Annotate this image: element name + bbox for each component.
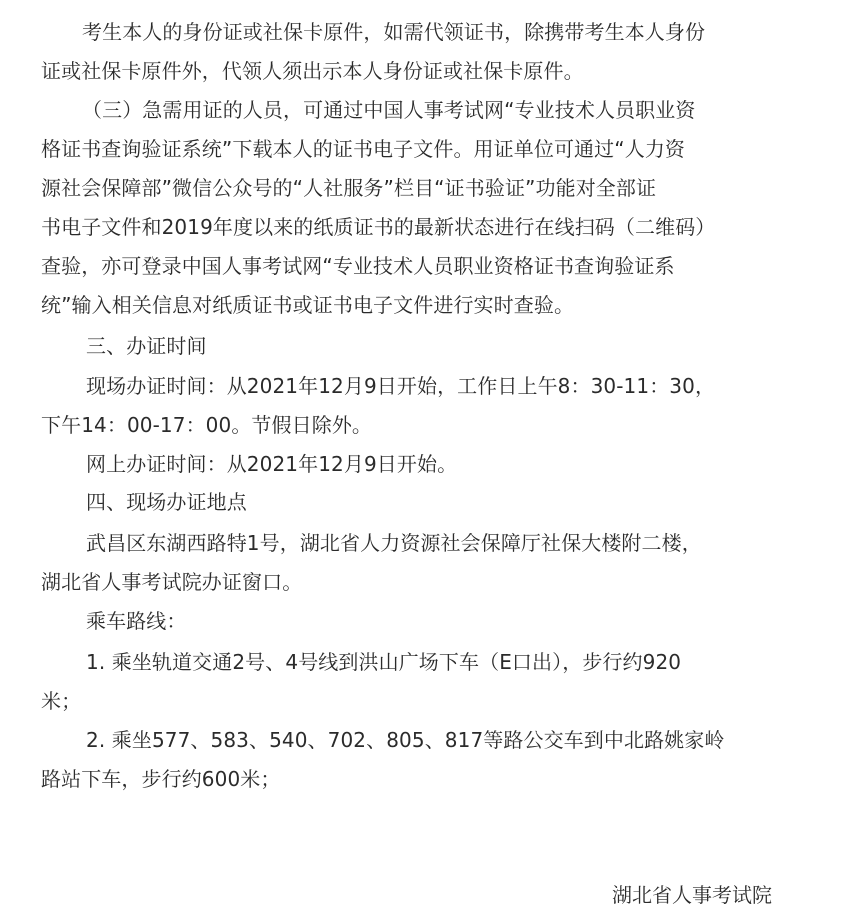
text-line: 乘车路线：: [86, 609, 187, 633]
text-line: 下午14：00-17：00。节假日除外。: [41, 413, 373, 437]
text-line: 格证书查询验证系统”下载本人的证书电子文件。用证单位可通过“人力资: [41, 137, 686, 161]
text-line: 证或社保卡原件外，代领人须出示本人身份证或社保卡原件。: [41, 59, 584, 83]
list-item: 2. 乘坐577、583、540、702、805、817等路公交车到中北路姚家岭: [86, 728, 725, 752]
signature: 湖北省人事考试院: [612, 883, 772, 907]
section-heading: 四、现场办证地点: [86, 490, 247, 514]
text-line: 统”输入相关信息对纸质证书或证书电子文件进行实时查验。: [41, 293, 575, 317]
text-line: 现场办证时间：从2021年12月9日开始，工作日上午8：30-11：30，: [86, 374, 716, 398]
text-line: 武昌区东湖西路特1号，湖北省人力资源社会保障厅社保大楼附二楼，: [86, 531, 702, 555]
text-line: 书电子文件和2019年度以来的纸质证书的最新状态进行在线扫码（二维码）: [41, 215, 716, 239]
text-line: 路站下车，步行约600米；: [41, 767, 281, 791]
text-line: （三）急需用证的人员，可通过中国人事考试网“专业技术人员职业资: [82, 98, 696, 122]
text-line: 网上办证时间：从2021年12月9日开始。: [86, 452, 458, 476]
list-item: 1. 乘坐轨道交通2号、4号线到洪山广场下车（E口出），步行约920: [86, 650, 682, 674]
section-heading: 三、办证时间: [86, 334, 207, 358]
text-line: 查验，亦可登录中国人事考试网“专业技术人员职业资格证书查询验证系: [41, 254, 675, 278]
text-line: 湖北省人事考试院办证窗口。: [41, 570, 303, 594]
text-line: 米；: [41, 689, 82, 713]
text-line: 源社会保障部”微信公众号的“人社服务”栏目“证书验证”功能对全部证: [41, 176, 657, 200]
text-line: 考生本人的身份证或社保卡原件，如需代领证书，除携带考生本人身份: [82, 20, 706, 44]
